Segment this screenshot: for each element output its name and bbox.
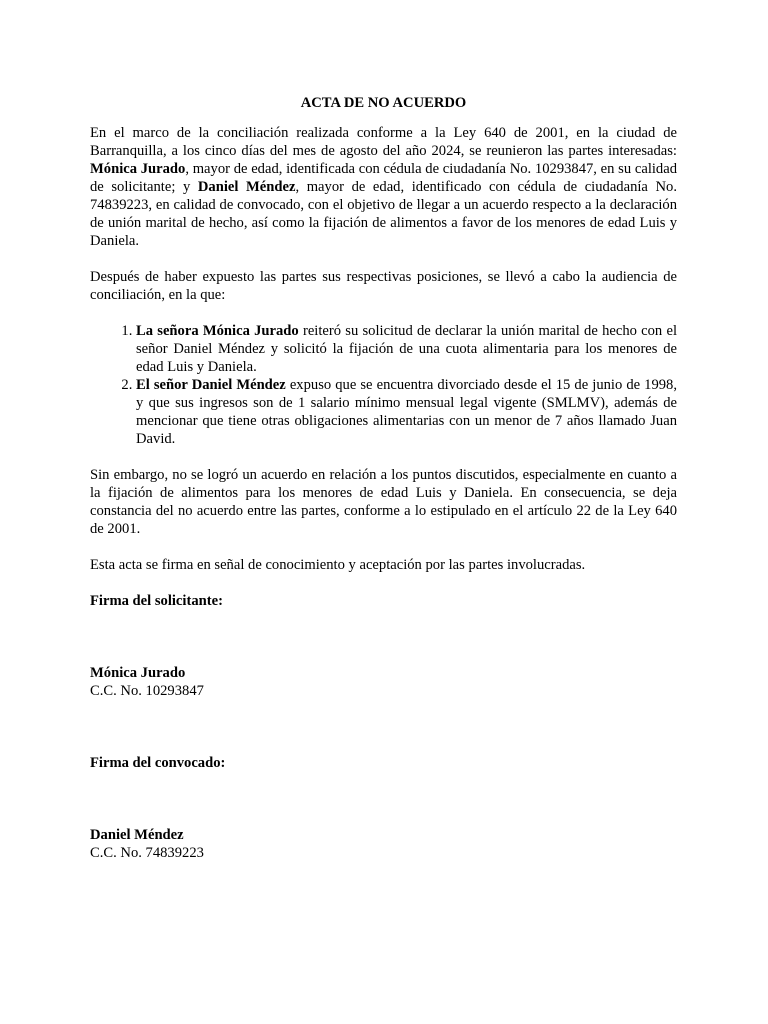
intro-paragraph bbox=[90, 124, 677, 250]
convocado-name-inline: Daniel Méndez bbox=[197, 179, 296, 195]
document-title: ACTA DE NO ACUERDO bbox=[300, 95, 467, 111]
hearing-paragraph: Después de haber expuesto las partes sus respectivas posiciones, se llevó a cabo la audiencia de conciliación, en la que: bbox=[90, 269, 677, 303]
list-item bbox=[136, 376, 677, 448]
list-item-text: reiteró su solicitud de declarar la unión marital de hecho con el señor Daniel Méndez y solicitó la fijación de una cuota alimentaria para los menores de edad Luis y Daniela. bbox=[136, 323, 678, 375]
signing-paragraph: Esta acta se firma en señal de conocimiento y aceptación por las partes involucradas. bbox=[90, 557, 586, 573]
no-agreement-paragraph: Sin embargo, no se logró un acuerdo en relación a los puntos discutidos, especialmente en cuanto a la fijación de alimentos para los menores de edad Luis y Daniela. En consecuencia, se deja constancia del no acuerdo entre las partes, conforme a lo estipulado en el artículo 22 de la Ley 640 de 2001. bbox=[90, 467, 677, 537]
positions-list bbox=[90, 322, 677, 448]
list-item-text: expuso que se encuentra divorciado desde el 15 de junio de 1998, y que sus ingresos son de 1 salario mínimo mensual legal vigente (SMLMV), además de mencionar que tiene otras obligaciones alimentarias con un menor de 7 años llamado Juan David. bbox=[136, 377, 678, 447]
list-item bbox=[136, 322, 677, 376]
convocado-signature-space bbox=[90, 772, 677, 826]
intro-text-b: , mayor de edad, identificada con cédula de ciudadanía No. 10293847, en su calidad de solicitante; y bbox=[90, 161, 677, 195]
convocado-signature-label: Firma del convocado: bbox=[90, 755, 226, 771]
intro-text-c: , mayor de edad, identificado con cédula de ciudadanía No. 74839223, en calidad de convocado, con el objetivo de llegar a un acuerdo respecto a la declaración de unión marital de hecho, así como la fijación de alimentos a favor de los menores de edad Luis y Daniela. bbox=[90, 179, 677, 249]
convocado-id: C.C. No. 74839223 bbox=[90, 845, 204, 861]
solicitante-name: Mónica Jurado bbox=[90, 665, 186, 681]
document-body bbox=[90, 94, 677, 862]
signature-separator bbox=[90, 700, 677, 754]
list-item-bold: La señora Mónica Jurado bbox=[136, 323, 299, 339]
solicitante-signature-space bbox=[90, 610, 677, 664]
solicitante-id: C.C. No. 10293847 bbox=[90, 683, 204, 699]
intro-text-a: En el marco de la conciliación realizada conforme a la Ley 640 de 2001, en la ciudad de Barranquilla, a los cinco días del mes de agosto del año 2024, se reunieron las partes interesadas: bbox=[90, 125, 677, 159]
convocado-name: Daniel Méndez bbox=[90, 827, 184, 843]
solicitante-signature-label: Firma del solicitante: bbox=[90, 593, 223, 609]
solicitante-name-inline: Mónica Jurado bbox=[90, 161, 186, 177]
list-item-bold: El señor Daniel Méndez bbox=[136, 377, 286, 393]
